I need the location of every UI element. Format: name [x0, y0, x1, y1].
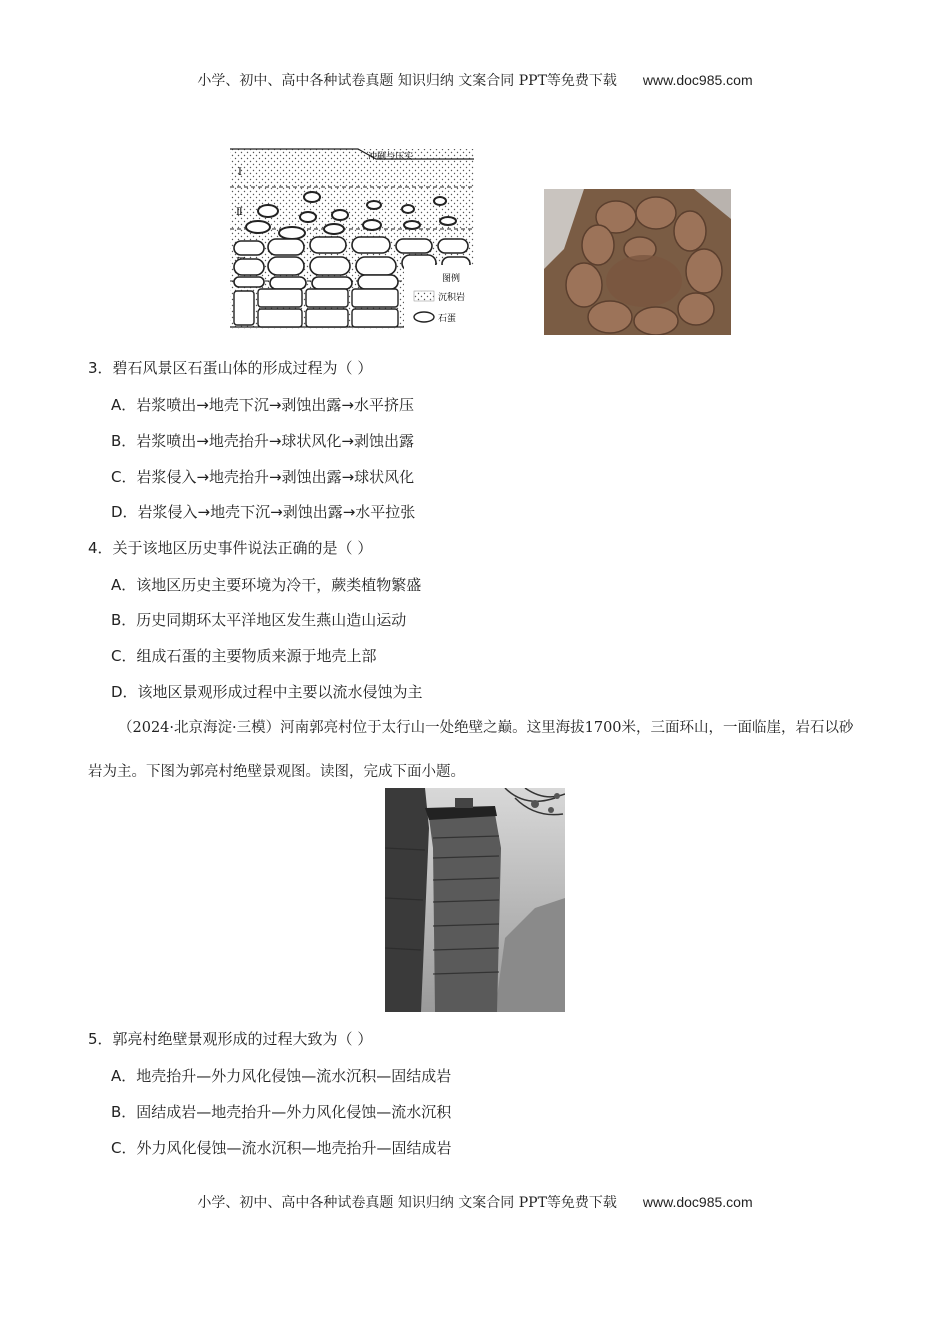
- question-4-stem: 4．关于该地区历史事件说法正确的是（ ）: [88, 539, 373, 557]
- layer-label-2: Ⅱ: [236, 207, 243, 218]
- q4-option-b: B．历史同期环太平洋地区发生燕山造山运动: [111, 611, 407, 629]
- cliff-photo: [385, 788, 565, 1012]
- q3-option-b: B．岩浆喷出→地壳抬升→球状风化→剥蚀出露: [111, 432, 414, 450]
- q4-option-d: D．该地区景观形成过程中主要以流水侵蚀为主: [111, 683, 423, 701]
- q5-option-a: A．地壳抬升—外力风化侵蚀—流水沉积—固结成岩: [111, 1067, 452, 1085]
- q5-option-c: C．外力风化侵蚀—流水沉积—地壳抬升—固结成岩: [111, 1139, 452, 1157]
- legend-title: 图例: [442, 274, 461, 284]
- layer-label-1: Ⅰ: [238, 167, 242, 178]
- diagram-top-label: 冲刷与压实: [368, 152, 414, 162]
- stone-egg-photo: [544, 189, 731, 335]
- question-3-stem: 3．碧石风景区石蛋山体的形成过程为（ ）: [88, 359, 373, 377]
- q3-option-a: A．岩浆喷出→地壳下沉→剥蚀出露→水平挤压: [111, 396, 414, 414]
- q3-option-c: C．岩浆侵入→地壳抬升→剥蚀出露→球状风化: [111, 468, 415, 486]
- intro-text: （2024·北京海淀·三模）河南郭亮村位于太行山一处绝壁之巅。这里海拔1700米，三面环山，一面临崖，岩石以砂岩为主。下图为郭亮村绝壁景观图。读图，完成下面小题。: [88, 720, 854, 780]
- legend-rock-label: 沉积岩: [438, 293, 466, 303]
- footer-url[interactable]: www.doc985.com: [642, 1194, 753, 1210]
- intro-paragraph: [88, 706, 863, 794]
- question-5-stem: 5．郭亮村绝壁景观形成的过程大致为（ ）: [88, 1030, 373, 1048]
- stone-egg-diagram: [228, 145, 476, 335]
- q4-option-c: C．组成石蛋的主要物质来源于地壳上部: [111, 647, 377, 665]
- page-footer: [0, 1192, 950, 1212]
- q4-option-a: A．该地区历史主要环境为冷干，蕨类植物繁盛: [111, 576, 422, 594]
- q3-option-d: D．岩浆侵入→地壳下沉→剥蚀出露→水平拉张: [111, 503, 416, 521]
- header-url[interactable]: www.doc985.com: [642, 72, 753, 88]
- q5-option-b: B．固结成岩—地壳抬升—外力风化侵蚀—流水沉积: [111, 1103, 452, 1121]
- header-text: 小学、初中、高中各种试卷真题 知识归纳 文案合同 PPT等免费下载: [197, 73, 617, 89]
- page-header: [0, 70, 950, 90]
- legend-egg-label: 石蛋: [438, 314, 457, 324]
- footer-text: 小学、初中、高中各种试卷真题 知识归纳 文案合同 PPT等免费下载: [197, 1195, 617, 1211]
